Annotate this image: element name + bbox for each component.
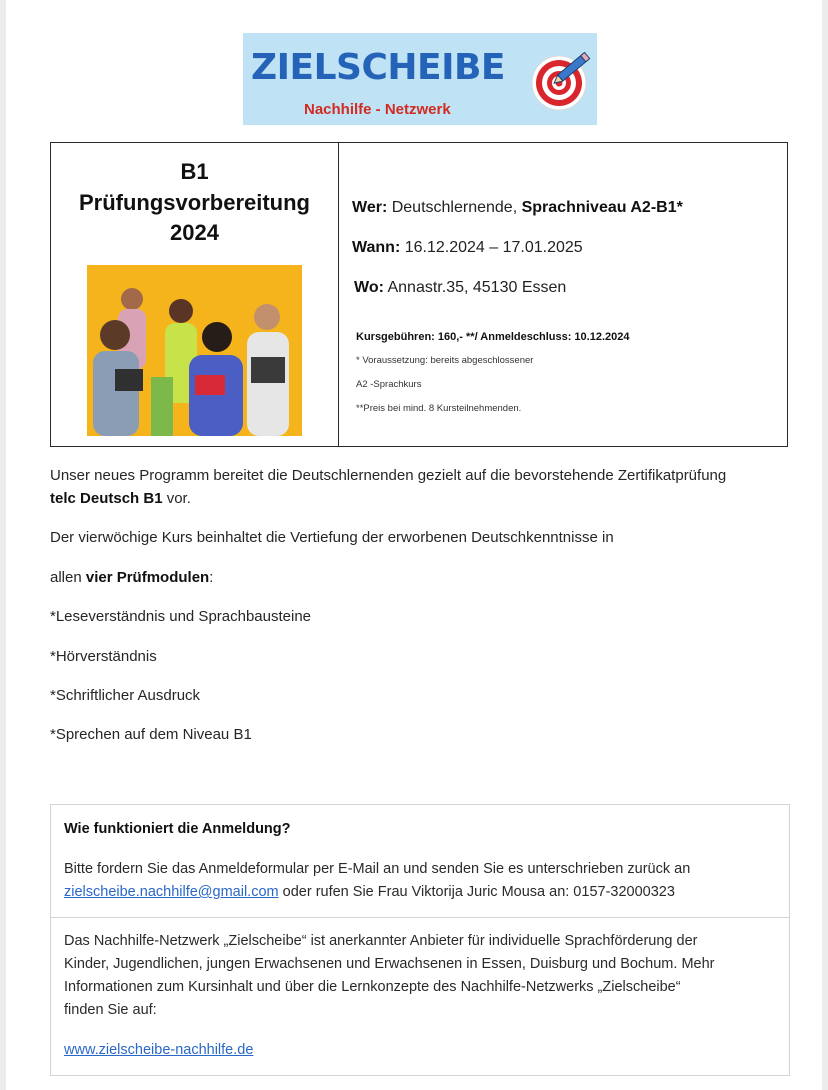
exam-name: telc Deutsch B1 bbox=[50, 490, 163, 507]
requirement-note-cont: A2 -Sprachkurs bbox=[356, 379, 422, 390]
about-text: Kinder, Jugendlichen, jungen Erwachsenen und Erwachsenen in Essen, Duisburg und Bochum. Mehr bbox=[64, 956, 715, 972]
course-title-level: B1 bbox=[180, 159, 209, 184]
modules-intro: allen vier Prüfmodulen: bbox=[50, 569, 214, 586]
document-page bbox=[6, 0, 822, 1090]
email-link[interactable]: zielscheibe.nachhilfe@gmail.com bbox=[64, 884, 279, 900]
who-line bbox=[352, 199, 683, 217]
module-item: *Hörverständnis bbox=[50, 648, 157, 665]
modules-bold: vier Prüfmodulen bbox=[85, 569, 210, 586]
who-level: Sprachniveau A2-B1* bbox=[521, 199, 683, 216]
when-value: 16.12.2024 – 17.01.2025 bbox=[404, 239, 583, 256]
module-item: *Schriftlicher Ausdruck bbox=[50, 687, 201, 704]
target-pencil-icon bbox=[529, 47, 595, 113]
registration-instructions: Bitte fordern Sie das Anmeldeformular per E-Mail an und senden Sie es unterschrieben zurück an bbox=[64, 861, 691, 877]
students-holding-books-photo bbox=[87, 265, 302, 436]
registration-contact: zielscheibe.nachhilfe@gmail.com oder rufen Sie Frau Viktorija Juric Mousa an: 0157-32000323 bbox=[64, 884, 675, 900]
registration-box bbox=[50, 804, 790, 1076]
zielscheibe-logo bbox=[243, 33, 597, 125]
about-text: Informationen zum Kursinhalt und über die Lernkonzepte des Nachhilfe-Netzwerks „Zielscheibe“ bbox=[64, 979, 681, 995]
where-label: Wo: bbox=[354, 279, 384, 296]
where-value: Annastr.35, 45130 Essen bbox=[387, 279, 567, 296]
course-fees: Kursgebühren: 160,- **/ Anmeldeschluss: 10.12.2024 bbox=[356, 331, 630, 343]
course-title-main: Prüfungsvorbereitung bbox=[78, 189, 310, 215]
module-item: *Sprechen auf dem Niveau B1 bbox=[50, 726, 252, 743]
when-line bbox=[352, 239, 583, 257]
price-note: **Preis bei mind. 8 Kursteilnehmenden. bbox=[356, 403, 522, 414]
about-text: Das Nachhilfe-Netzwerk „Zielscheibe“ ist anerkannter Anbieter für individuelle Sprachförderung der bbox=[64, 933, 698, 949]
course-title-year: 2024 bbox=[170, 220, 219, 245]
intro-paragraph-cont: telc Deutsch B1 vor. bbox=[50, 490, 191, 507]
course-title bbox=[51, 157, 338, 249]
website-link[interactable]: www.zielscheibe-nachhilfe.de bbox=[64, 1042, 254, 1058]
who-label: Wer: bbox=[352, 199, 388, 216]
registration-heading: Wie funktioniert die Anmeldung? bbox=[64, 821, 291, 837]
course-description: Der vierwöchige Kurs beinhaltet die Vertiefung der erworbenen Deutschkenntnisse in bbox=[50, 529, 614, 546]
course-info-box bbox=[50, 142, 788, 447]
module-item: *Leseverständnis und Sprachbausteine bbox=[50, 608, 312, 625]
about-text: finden Sie auf: bbox=[64, 1002, 157, 1018]
logo-name: ZIELSCHEIBE bbox=[251, 47, 506, 88]
column-divider bbox=[338, 143, 339, 446]
intro-paragraph: Unser neues Programm bereitet die Deutschlernenden gezielt auf die bevorstehende Zertifikatprüfung bbox=[50, 467, 727, 484]
who-value: Deutschlernende, bbox=[391, 199, 518, 216]
where-line bbox=[354, 279, 566, 297]
logo-tagline: Nachhilfe - Netzwerk bbox=[304, 101, 451, 118]
when-label: Wann: bbox=[352, 239, 401, 256]
requirement-note: * Voraussetzung: bereits abgeschlossener bbox=[356, 355, 534, 366]
section-divider bbox=[51, 917, 789, 918]
